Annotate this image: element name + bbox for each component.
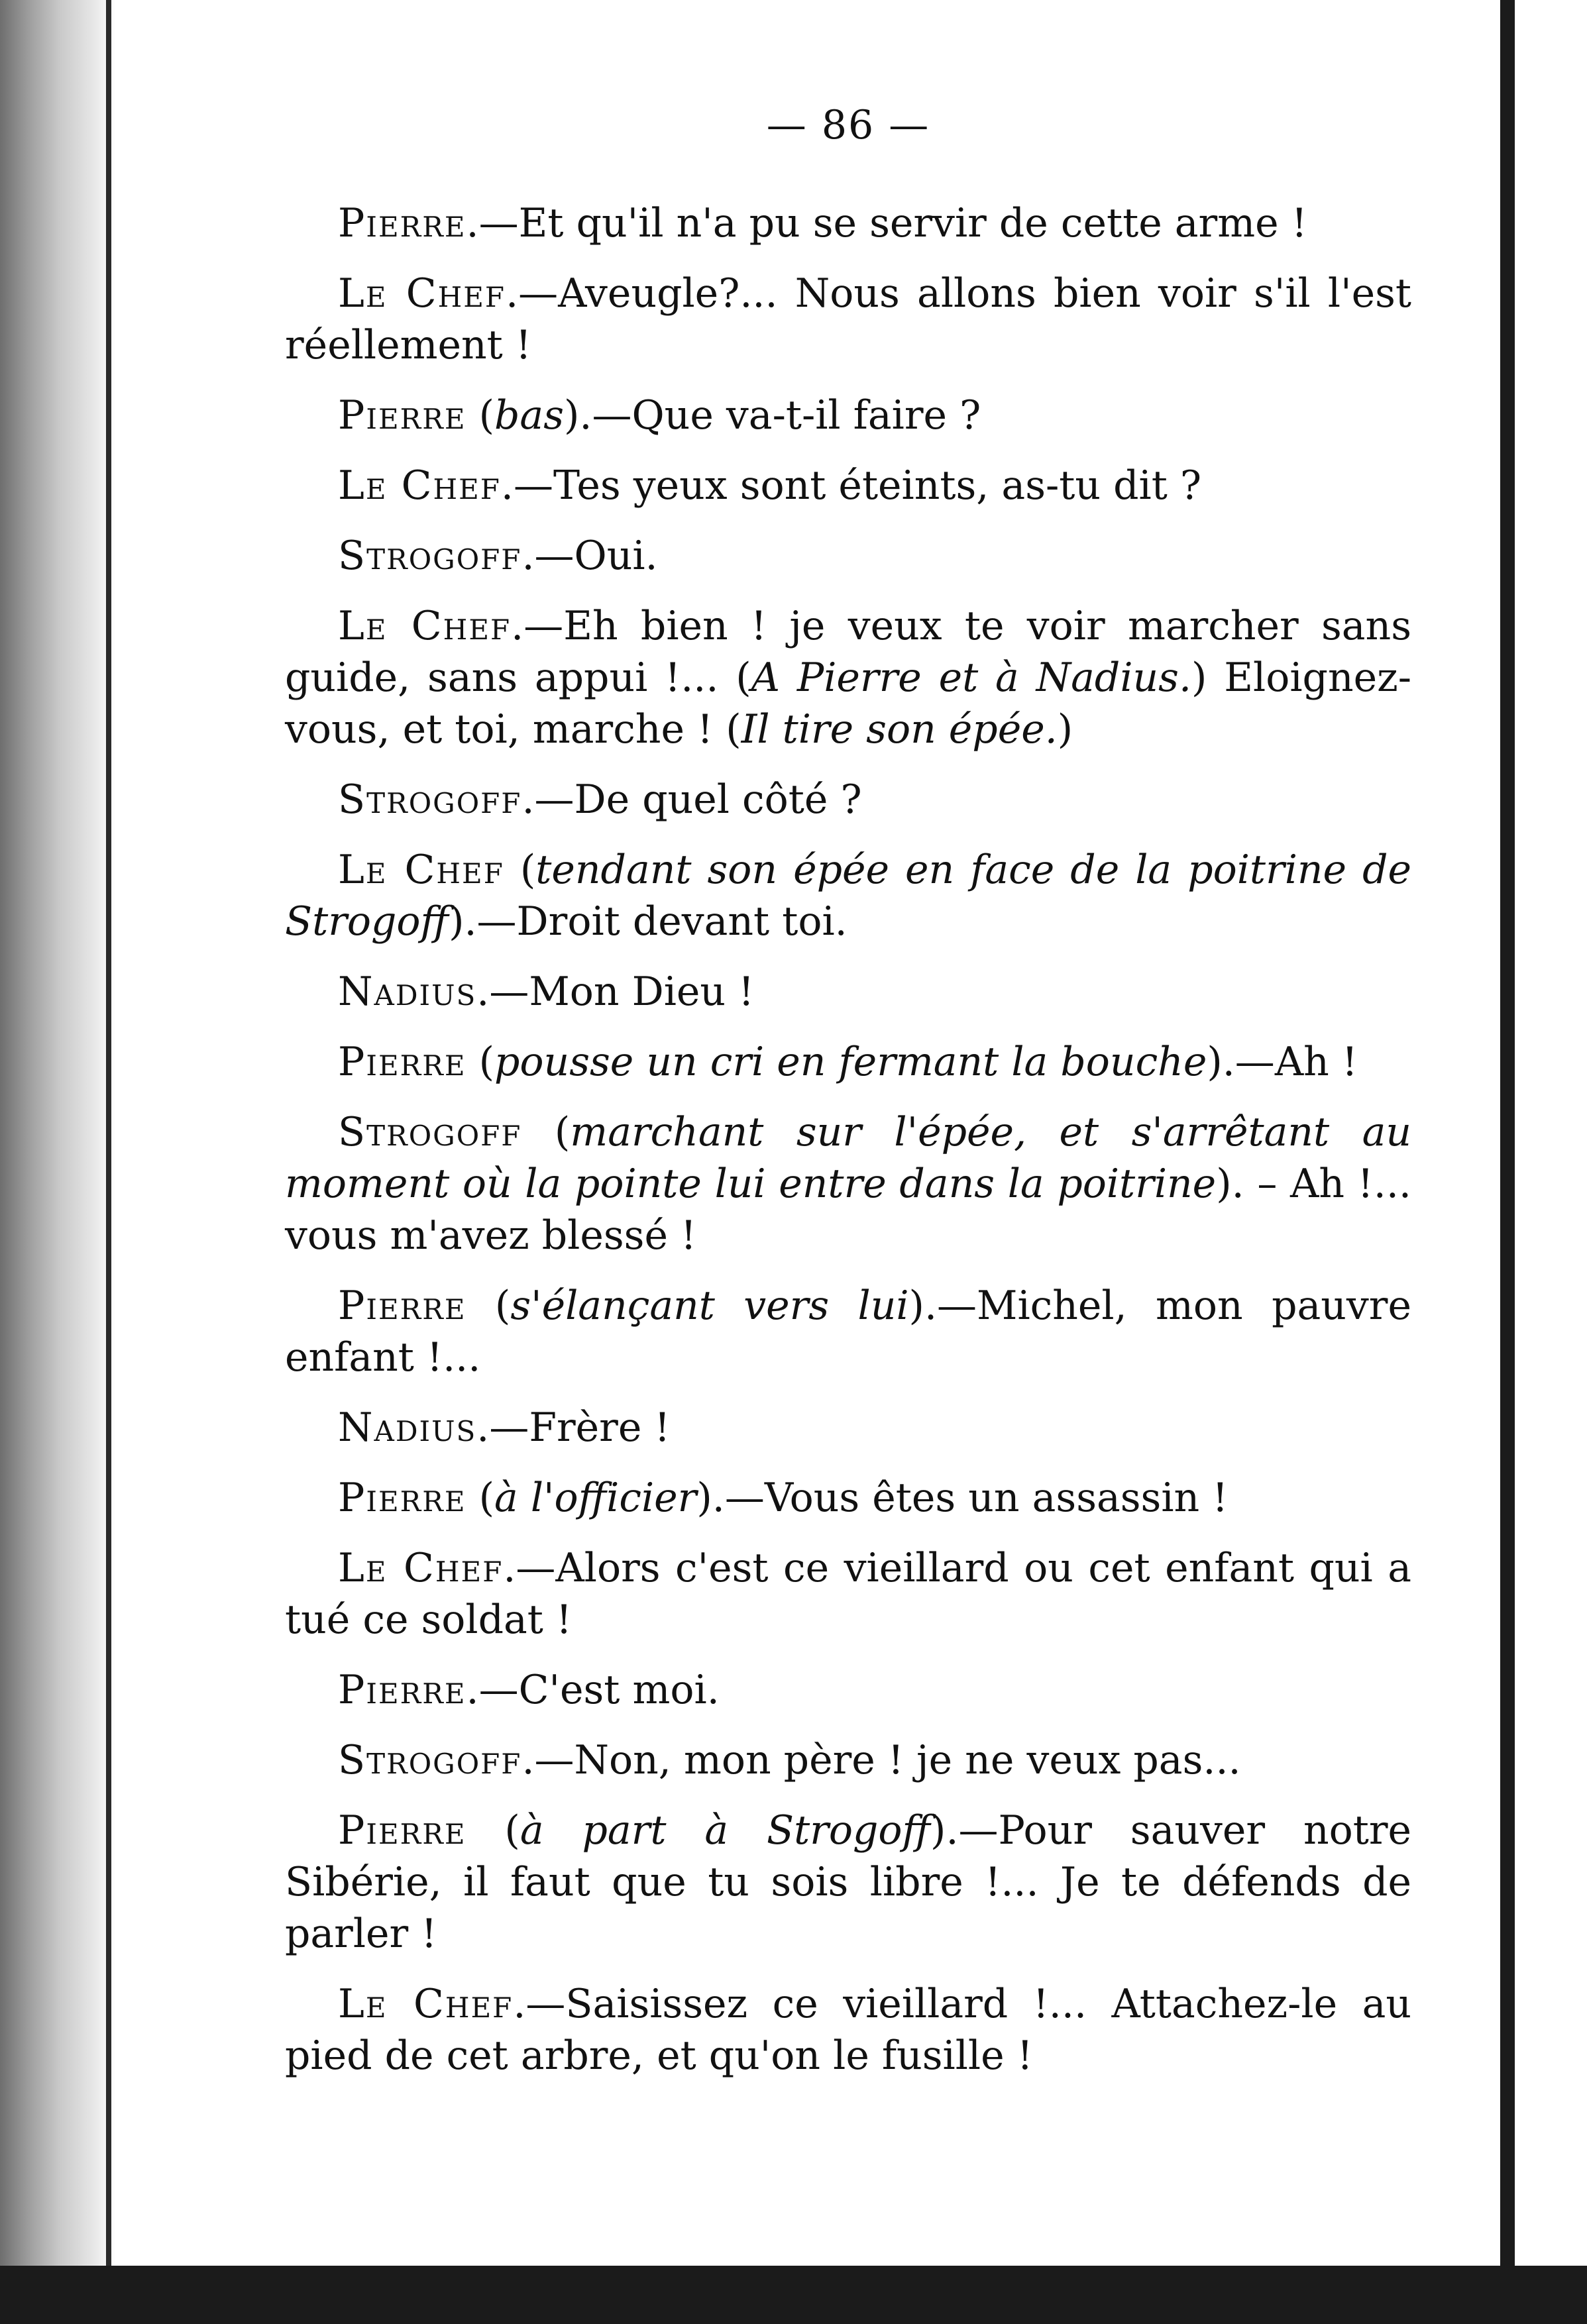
speaker-name: Le Chef <box>338 270 506 317</box>
speaker-name: Pierre <box>338 1807 466 1854</box>
punctuation: ).— <box>930 1807 999 1854</box>
spoken-text: Oui. <box>574 533 658 579</box>
dialogue-entry <box>285 1106 1411 1261</box>
speaker-name: Pierre <box>338 392 466 439</box>
punctuation: .— <box>466 1667 519 1713</box>
punctuation: ( <box>466 1807 520 1854</box>
punctuation: .— <box>521 1737 575 1783</box>
dialogue-entry <box>285 774 1411 825</box>
stage-direction: tendant son épée en face de la poitrine de Strogoff <box>285 847 1411 945</box>
punctuation: .— <box>503 1545 556 1591</box>
dialogue-entry <box>285 600 1411 755</box>
spoken-text: Michel, mon pauvre enfant !... <box>285 1283 1411 1381</box>
spoken-text: Mon Dieu ! <box>529 969 755 1015</box>
speaker-name: Nadius <box>338 1404 477 1451</box>
dialogue-entry <box>285 460 1411 511</box>
speaker-name: Strogoff <box>338 776 522 823</box>
stage-direction: bas <box>494 392 564 439</box>
punctuation: ). – <box>1216 1161 1291 1207</box>
punctuation: ).— <box>908 1283 977 1329</box>
dialogue-entry <box>285 844 1411 947</box>
spoken-text: Droit devant toi. <box>516 898 848 945</box>
dialogue-entry <box>285 966 1411 1018</box>
speaker-name: Pierre <box>338 1667 466 1713</box>
punctuation: .— <box>521 776 575 823</box>
dialogue-entry <box>285 1280 1411 1383</box>
spoken-text: Tes yeux sont éteints, as-tu dit ? <box>553 462 1202 509</box>
spoken-text: Non, mon père ! je ne veux pas... <box>574 1737 1241 1783</box>
punctuation: .— <box>521 533 575 579</box>
punctuation: ).— <box>1207 1039 1275 1085</box>
punctuation: .— <box>513 1981 566 2027</box>
book-page <box>285 99 1411 2100</box>
punctuation: ( <box>736 655 751 701</box>
punctuation: ( <box>521 1109 571 1155</box>
spoken-text: Alors c'est ce vieillard ou cet enfant qui a tué ce soldat ! <box>285 1545 1412 1643</box>
page-right-edge-shadow <box>1500 0 1515 2266</box>
stage-direction: A Pierre et à Nadius. <box>751 655 1192 701</box>
spoken-text: Pour sauver notre Sibérie, il faut que tu sois libre !... Je te défends de parler ! <box>285 1807 1412 1957</box>
spoken-text: Aveugle?... Nous allons bien voir s'il l'est réellement ! <box>285 270 1412 368</box>
page-number: — 86 — <box>766 102 930 148</box>
punctuation: .— <box>511 603 564 649</box>
dialogue-entry <box>285 1542 1411 1646</box>
punctuation: ) <box>1057 706 1073 753</box>
spoken-text: C'est moi. <box>518 1667 720 1713</box>
speaker-name: Le Chef <box>338 847 504 893</box>
spoken-text: De quel côté ? <box>574 776 862 823</box>
dialogue-entry <box>285 530 1411 582</box>
punctuation: .— <box>476 969 529 1015</box>
dialogue-entry <box>285 390 1411 441</box>
stage-direction: marchant sur l'épée, et s'arrêtant au moment où la pointe lui entre dans la poitrine <box>285 1109 1411 1207</box>
spoken-text: Vous êtes un assassin ! <box>764 1475 1229 1521</box>
stage-direction: à l'officier <box>494 1475 697 1521</box>
dialogue-entry <box>285 1734 1411 1786</box>
speaker-name: Strogoff <box>338 1109 522 1155</box>
speaker-name: Nadius <box>338 969 477 1015</box>
stage-direction: à part à Strogoff <box>520 1807 931 1854</box>
punctuation: .— <box>506 270 559 317</box>
scan-bottom-edge <box>0 2266 1587 2324</box>
punctuation: ).— <box>564 392 632 439</box>
spoken-text: Frère ! <box>529 1404 671 1451</box>
spoken-text: Ah !... vous m'avez blessé ! <box>285 1161 1412 1259</box>
speaker-name: Le Chef <box>338 1981 514 2027</box>
speaker-name: Pierre <box>338 1475 466 1521</box>
punctuation: .— <box>476 1404 529 1451</box>
dialogue-entry <box>285 268 1411 371</box>
punctuation: ( <box>466 1283 511 1329</box>
dialogue-entry <box>285 1805 1411 1960</box>
speaker-name: Strogoff <box>338 1737 522 1783</box>
dialogue-entry <box>285 1036 1411 1088</box>
punctuation: ( <box>466 1475 495 1521</box>
punctuation: ( <box>466 1039 495 1085</box>
spoken-text: Eh bien ! je veux te voir marcher sans guide, sans appui !... <box>285 603 1411 701</box>
spoken-text: Ah ! <box>1274 1039 1358 1085</box>
dialogue-entry <box>285 1402 1411 1453</box>
punctuation: .— <box>500 462 553 509</box>
binding-gutter <box>0 0 116 2324</box>
speaker-name: Pierre <box>338 200 466 246</box>
scan-right-margin <box>1515 0 1587 2324</box>
speaker-name: Le Chef <box>338 462 501 509</box>
binding-edge-line <box>106 0 111 2324</box>
stage-direction: s'élançant vers lui <box>510 1283 909 1329</box>
stage-direction: Il tire son épée. <box>741 706 1058 753</box>
speaker-name: Le Chef <box>338 1545 504 1591</box>
spoken-text: ) Eloignez-vous, et toi, marche ! ( <box>285 655 1411 753</box>
punctuation: ).— <box>696 1475 765 1521</box>
speaker-name: Le Chef <box>338 603 512 649</box>
dialogue-entry <box>285 1664 1411 1716</box>
speaker-name: Pierre <box>338 1283 466 1329</box>
spoken-text: Saisissez ce vieillard !... Attachez-le au pied de cet arbre, et qu'on le fusille ! <box>285 1981 1411 2079</box>
dialogue-entry <box>285 1472 1411 1524</box>
spoken-text: Et qu'il n'a pu se servir de cette arme ! <box>518 200 1307 246</box>
dialogue-entry <box>285 1978 1411 2082</box>
spoken-text: Que va-t-il faire ? <box>631 392 981 439</box>
punctuation: ( <box>466 392 495 439</box>
dialogue-entry <box>285 197 1411 249</box>
punctuation: ( <box>504 847 536 893</box>
speaker-name: Strogoff <box>338 533 522 579</box>
punctuation: ).— <box>449 898 517 945</box>
punctuation: .— <box>466 200 519 246</box>
speaker-name: Pierre <box>338 1039 466 1085</box>
dialogue <box>285 197 1411 2082</box>
stage-direction: pousse un cri en fermant la bouche <box>494 1039 1207 1085</box>
